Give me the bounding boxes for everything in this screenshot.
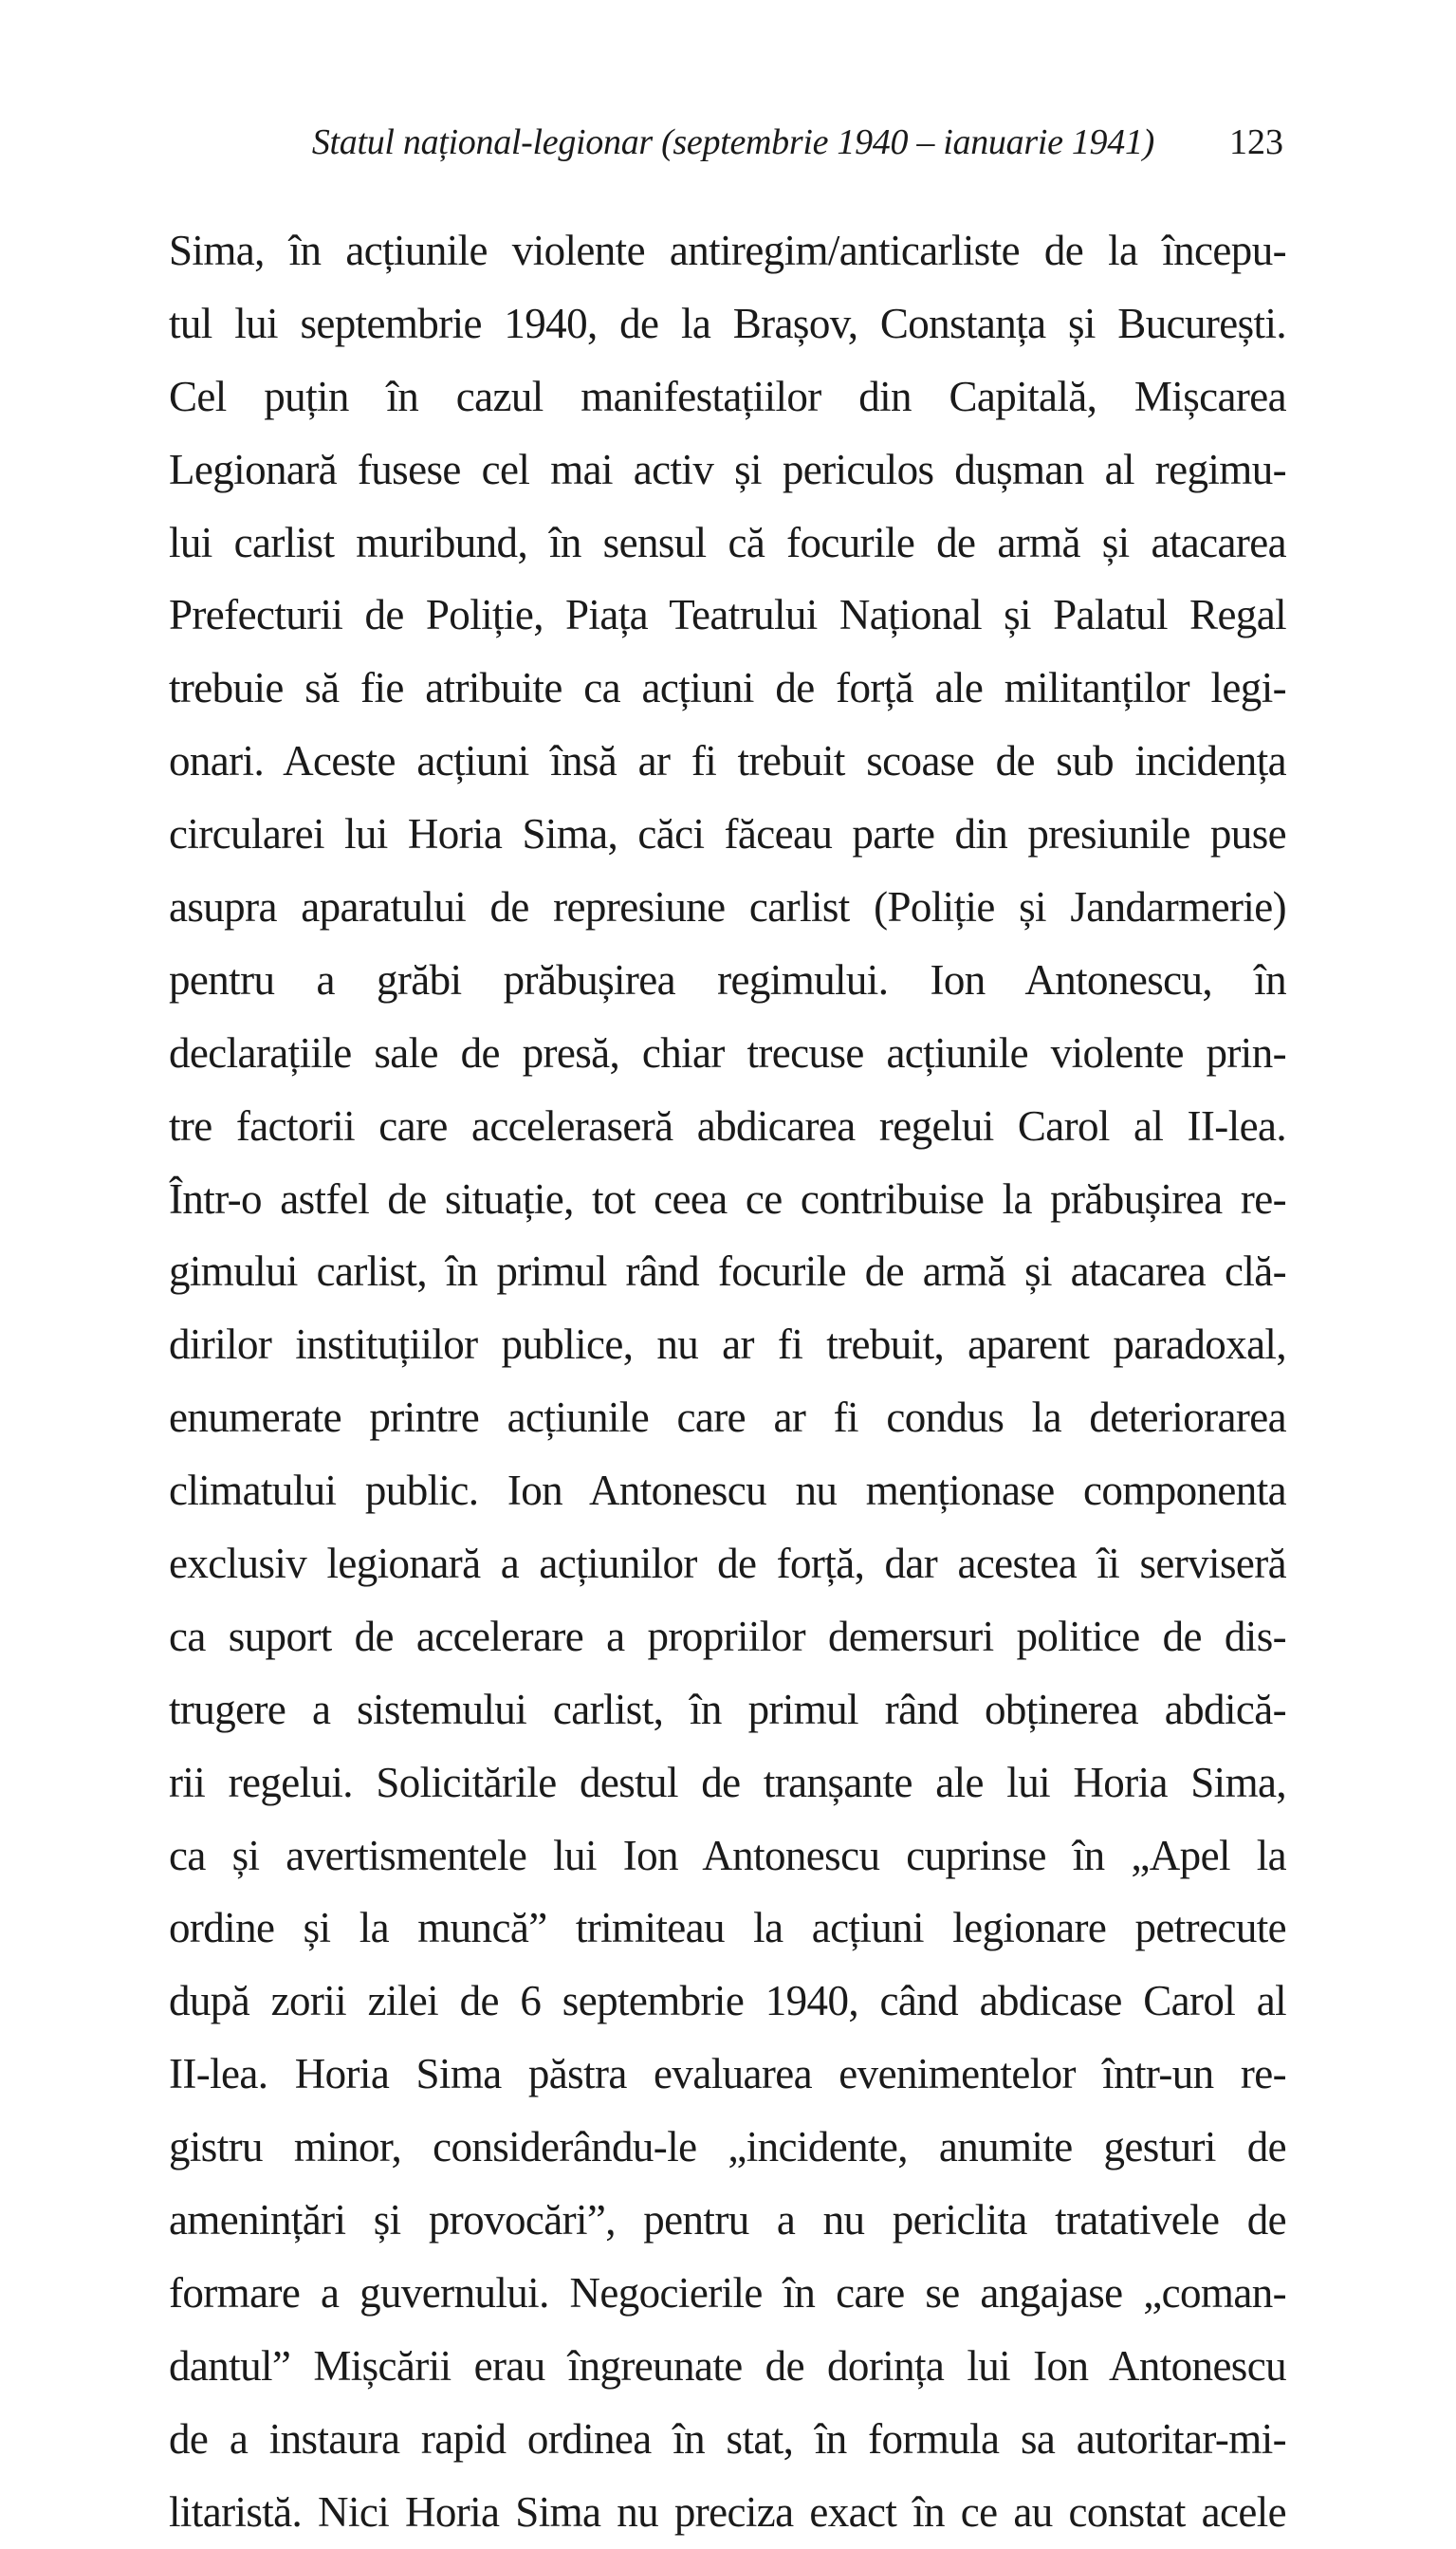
- text-line: circularei lui Horia Sima, căci făceau parte din presiunile puse: [169, 810, 1286, 859]
- running-title: Statul național-legionar (septembrie 1940 – ianuarie 1941): [311, 122, 1154, 162]
- text-line: declarațiile sale de presă, chiar trecuse acțiunile violente prin-: [169, 1028, 1286, 1077]
- text-line: Într-o astfel de situație, tot ceea ce contribuise la prăbușirea re-: [169, 1174, 1286, 1223]
- text-line: onari. Aceste acțiuni însă ar fi trebuit scoase de sub incidența: [169, 737, 1286, 785]
- text-line: gistru minor, considerându-le „incidente, anumite gesturi de: [169, 2123, 1286, 2171]
- page-number: 123: [1229, 122, 1283, 162]
- text-line: pentru a grăbi prăbușirea regimului. Ion Antonescu, în: [169, 955, 1286, 1004]
- text-line: enumerate printre acțiunile care ar fi condus la deteriorarea: [169, 1394, 1286, 1442]
- text-line: amenințări și provocări”, pentru a nu periclita tratativele de: [169, 2196, 1286, 2244]
- text-line: II-lea. Horia Sima păstra evaluarea evenimentelor într-un re-: [169, 2050, 1286, 2098]
- text-line: exclusiv legionară a acțiunilor de forță, dar acestea îi serviseră: [169, 1540, 1286, 1588]
- text-line: formare a guvernului. Negocierile în care se angajase „coman-: [169, 2268, 1286, 2317]
- text-line: dirilor instituțiilor publice, nu ar fi trebuit, aparent paradoxal,: [169, 1321, 1286, 1369]
- text-line: Legionară fusese cel mai activ și periculos dușman al regimu-: [169, 445, 1286, 493]
- text-line: ca suport de accelerare a propriilor demersuri politice de dis-: [169, 1612, 1286, 1660]
- text-line: Prefecturii de Poliție, Piața Teatrului Național și Palatul Regal: [169, 591, 1286, 639]
- text-line: lui carlist muribund, în sensul că focurile de armă și atacarea: [169, 518, 1286, 566]
- text-line: climatului public. Ion Antonescu nu menționase componenta: [169, 1467, 1286, 1515]
- text-line: dantul” Mișcării erau îngreunate de dorința lui Ion Antonescu: [169, 2341, 1286, 2390]
- text-line: asupra aparatului de represiune carlist (Poliție și Jandarmerie): [169, 883, 1286, 932]
- text-line: trebuie să fie atribuite ca acțiuni de forță ale militanților legi-: [169, 664, 1286, 712]
- text-line: gimului carlist, în primul rând focurile de armă și atacarea clă-: [169, 1247, 1286, 1296]
- text-line: rii regelui. Solicitările destul de tranșante ale lui Horia Sima,: [169, 1758, 1286, 1806]
- running-head: [171, 116, 1285, 169]
- text-line: ordine și la muncă” trimiteau la acțiuni legionare petrecute: [169, 1904, 1286, 1952]
- text-line: tre factorii care acceleraseră abdicarea regelui Carol al II-lea.: [169, 1101, 1286, 1150]
- text-line: Cel puțin în cazul manifestațiilor din Capitală, Mișcarea: [169, 372, 1286, 420]
- body-paragraph: [169, 214, 1286, 2549]
- text-line: după zorii zilei de 6 septembrie 1940, când abdicase Carol al: [169, 1977, 1286, 2025]
- text-line: ca și avertismentele lui Ion Antonescu cuprinse în „Apel la: [169, 1831, 1286, 1879]
- text-line: litaristă. Nici Horia Sima nu preciza exact în ce au constat acele: [169, 2487, 1286, 2536]
- text-line: de a instaura rapid ordinea în stat, în formula sa autoritar-mi-: [169, 2414, 1286, 2463]
- text-line: tul lui septembrie 1940, de la Brașov, Constanța și București.: [169, 299, 1286, 347]
- text-line: trugere a sistemului carlist, în primul rând obținerea abdică-: [169, 1685, 1286, 1733]
- text-line: Sima, în acțiunile violente antiregim/anticarliste de la începu-: [169, 227, 1286, 274]
